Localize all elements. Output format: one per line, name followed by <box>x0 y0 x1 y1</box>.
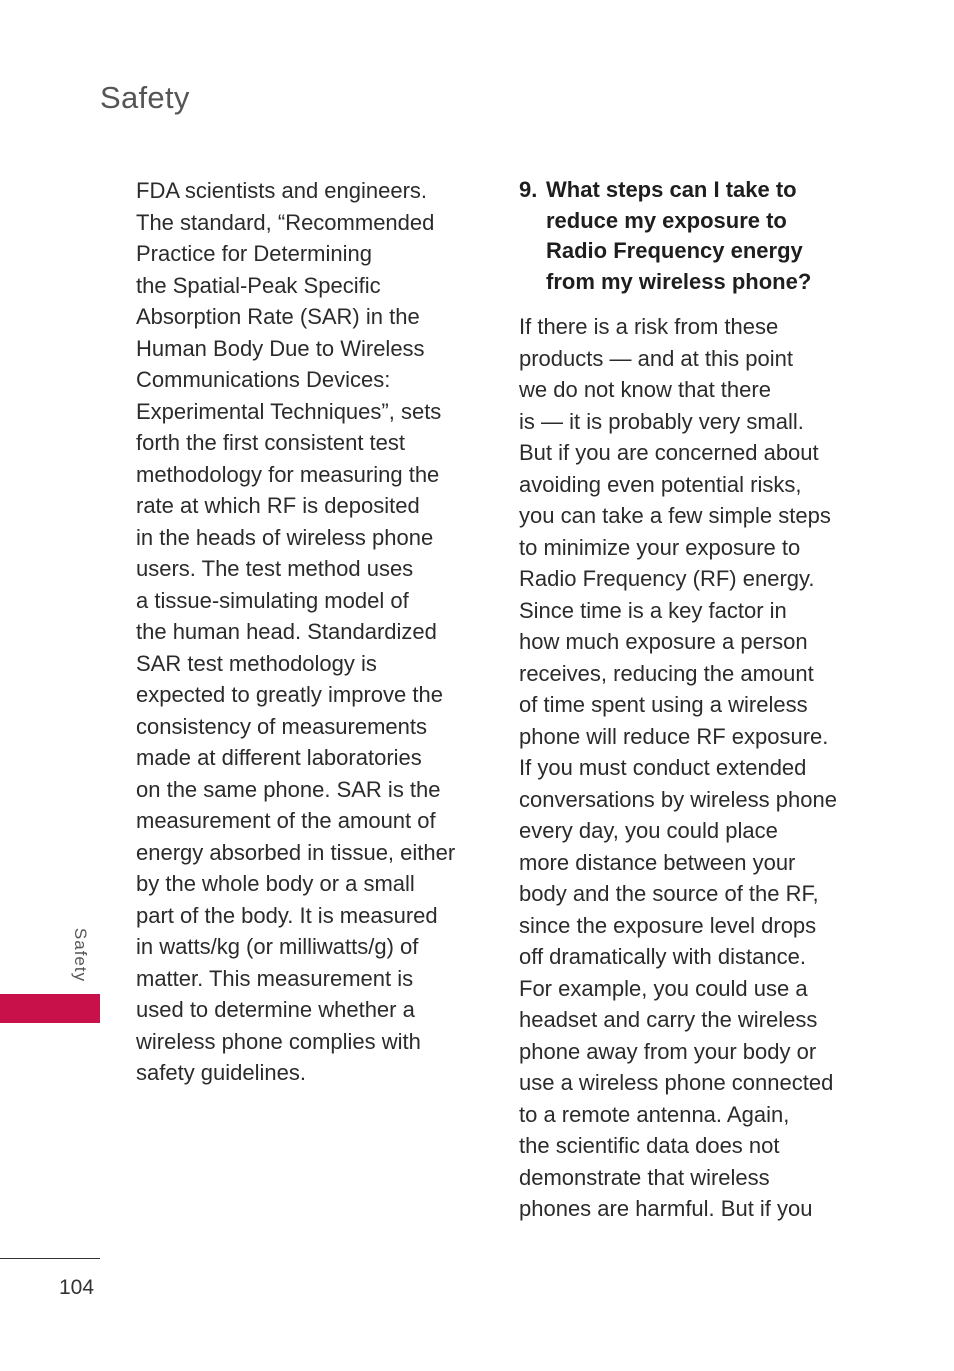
body-text-line: of time spent using a wireless <box>519 692 808 717</box>
body-text-line: products — and at this point <box>519 345 793 371</box>
body-text-line: we do not know that there <box>519 377 771 402</box>
body-text-line: methodology for measuring the <box>136 461 440 487</box>
body-text-line: matter. This measurement is <box>136 965 414 991</box>
body-text-line: the Spatial-Peak Specific <box>136 272 381 298</box>
body-text-line: Communications Devices: <box>136 367 391 392</box>
body-text-line: you can take a few simple steps <box>519 503 831 528</box>
body-text-line: But if you are concerned about <box>519 440 819 465</box>
body-text-line: phone away from your body or <box>519 1038 817 1064</box>
body-text-line: made at different laboratories <box>136 745 422 770</box>
body-text-line: used to determine whether a <box>136 997 415 1022</box>
body-text-line: receives, reducing the amount <box>519 660 814 686</box>
body-text-line: to a remote antenna. Again, <box>519 1101 790 1127</box>
body-text-line: every day, you could place <box>519 818 778 843</box>
body-text-line: part of the body. It is measured <box>136 902 438 928</box>
body-text-line: Absorption Rate (SAR) in the <box>136 304 420 329</box>
body-text-line: how much exposure a person <box>519 629 808 654</box>
body-text-line: Since time is a key factor in <box>519 597 787 623</box>
body-text-line: Human Body Due to Wireless <box>136 335 425 361</box>
body-text-line: body and the source of the RF, <box>519 881 819 906</box>
section-tab-label: Safety <box>71 927 90 983</box>
body-text-line: energy absorbed in tissue, either <box>136 839 456 865</box>
question-heading <box>519 175 879 297</box>
body-text-line: off dramatically with distance. <box>519 944 806 969</box>
body-text-line: since the exposure level drops <box>519 912 817 938</box>
body-text-line: demonstrate that wireless <box>519 1164 770 1190</box>
body-text-line: users. The test method uses <box>136 556 414 581</box>
body-text-line: conversations by wireless phone <box>519 786 837 812</box>
question-heading-line: Radio Frequency energy <box>546 238 803 263</box>
body-text-line: Practice for Determining <box>136 241 372 266</box>
right-column-text <box>519 311 879 1225</box>
right-column <box>519 175 879 1225</box>
body-text-line: the scientific data does not <box>519 1133 780 1158</box>
body-text-line: avoiding even potential risks, <box>519 471 802 497</box>
body-text-line: a tissue-simulating model of <box>136 587 409 613</box>
body-text-line: by the whole body or a small <box>136 871 415 896</box>
body-text-line: rate at which RF is deposited <box>136 493 420 518</box>
footer-divider <box>0 1258 100 1259</box>
body-text-line: in the heads of wireless phone <box>136 524 434 550</box>
body-text-line: consistency of measurements <box>136 713 428 739</box>
question-number: 9. <box>519 177 538 202</box>
body-text-line: FDA scientists and engineers. <box>136 178 428 203</box>
question-heading-line: reduce my exposure to <box>546 207 787 233</box>
body-text-line: If you must conduct extended <box>519 755 807 780</box>
body-text-line: wireless phone complies with <box>136 1028 421 1054</box>
body-text-line: the human head. Standardized <box>136 619 437 644</box>
body-text-line: use a wireless phone connected <box>519 1070 834 1095</box>
question-heading-line: from my wireless phone? <box>546 268 812 294</box>
body-text-line: in watts/kg (or milliwatts/g) of <box>136 934 419 959</box>
body-text-line: phone will reduce RF exposure. <box>519 723 829 749</box>
body-text-line: to minimize your exposure to <box>519 534 801 560</box>
page-number: 104 <box>59 1276 95 1299</box>
body-text-line: For example, you could use a <box>519 975 808 1001</box>
body-text-line: SAR test methodology is <box>136 650 377 676</box>
body-text-line: The standard, “Recommended <box>136 209 435 235</box>
question-heading-line: What steps can I take to <box>546 177 797 202</box>
body-text-line: phones are harmful. But if you <box>519 1196 813 1221</box>
body-text-line: forth the first consistent test <box>136 430 406 455</box>
body-text-line: expected to greatly improve the <box>136 682 443 707</box>
body-text-line: on the same phone. SAR is the <box>136 776 441 802</box>
body-text-line: more distance between your <box>519 849 796 875</box>
left-column-text <box>136 175 486 1089</box>
page-title: Safety <box>100 80 190 115</box>
body-text-line: Experimental Techniques”, sets <box>136 398 442 424</box>
body-text-line: safety guidelines. <box>136 1060 306 1085</box>
body-text-line: headset and carry the wireless <box>519 1007 818 1032</box>
section-tab-marker <box>0 994 100 1023</box>
body-text-line: is — it is probably very small. <box>519 408 804 434</box>
body-text-line: Radio Frequency (RF) energy. <box>519 566 815 591</box>
body-text-line: measurement of the amount of <box>136 808 436 833</box>
body-text-line: If there is a risk from these <box>519 314 779 339</box>
